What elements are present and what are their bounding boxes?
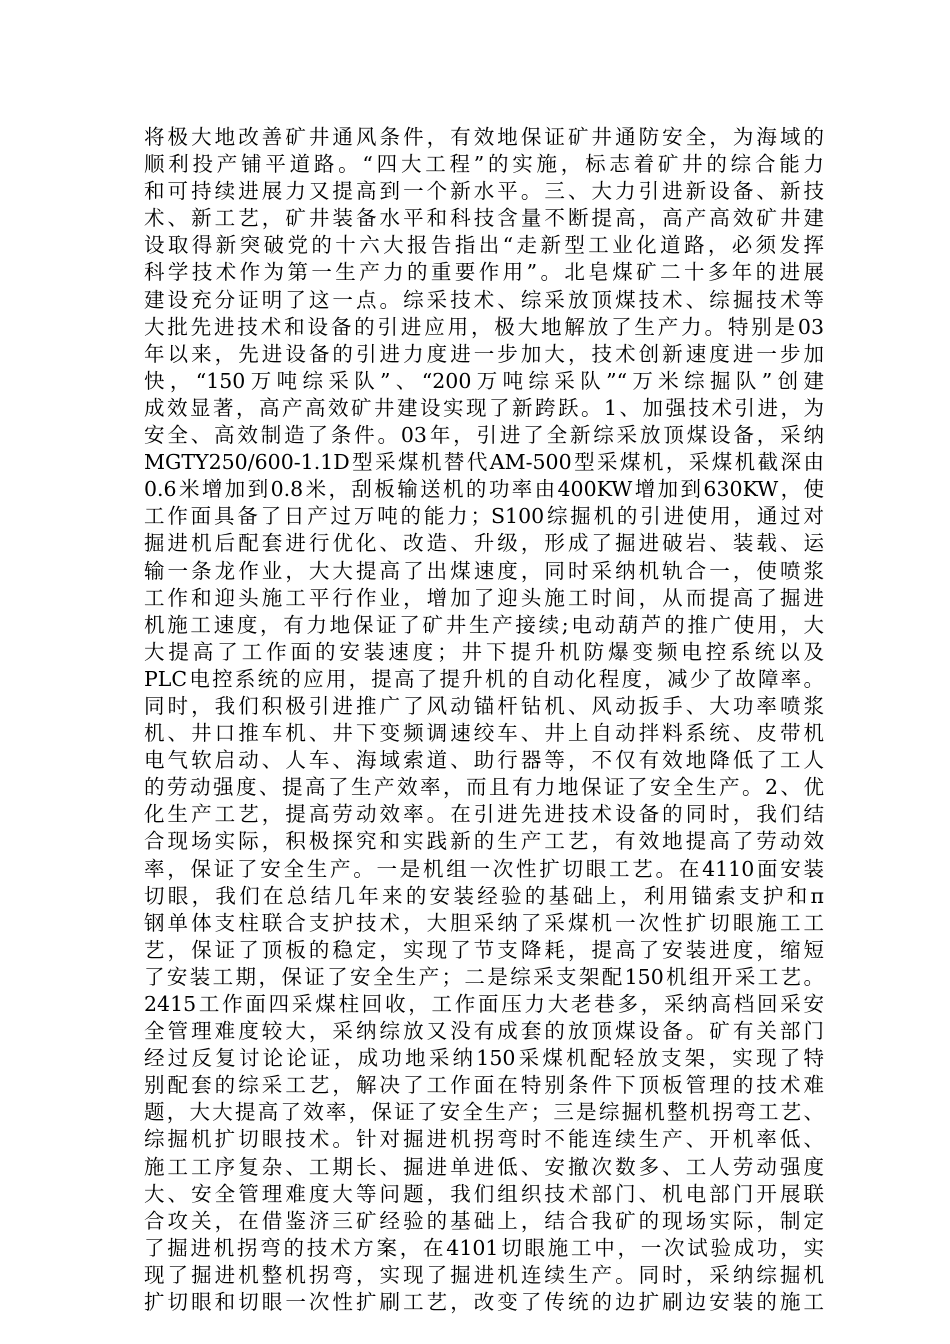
text-line: 现了掘进机整机拐弯，实现了掘进机连续生产。同时，采纳综掘机 [144, 1262, 824, 1287]
text-line: 钢单体支柱联合支护技术，大胆采纳了采煤机一次性扩切眼施工工 [144, 910, 824, 935]
text-line: 将极大地改善矿井通风条件，有效地保证矿井通防安全，为海域的 [144, 125, 824, 149]
text-line: 掘进机后配套进行优化、改造、升级，形成了掘进破岩、装载、运 [144, 531, 824, 556]
text-line: 工作和迎头施工平行作业，增加了迎头施工时间，从而提高了掘进 [144, 585, 824, 610]
text-line: 顺利投产铺平道路。“四大工程”的实施，标志着矿井的综合能力 [144, 152, 824, 177]
text-line: 了掘进机拐弯的技术方案，在4101切眼施工中，一次试验成功，实 [144, 1235, 824, 1260]
text-line: 输一条龙作业，大大提高了出煤速度，同时采纳机轨合一，使喷浆 [144, 558, 824, 583]
text-line: 的劳动强度、提高了生产效率，而且有力地保证了安全生产。2、优 [144, 775, 824, 800]
text-line: 经过反复讨论论证，成功地采纳150采煤机配轻放支架，实现了特 [144, 1046, 824, 1071]
text-line: 0.6米增加到0.8米，刮板输送机的功率由400KW增加到630KW，使 [144, 477, 824, 502]
text-line: 科学技术作为第一生产力的重要作用”。北皂煤矿二十多年的进展 [144, 260, 824, 285]
text-line: 建设充分证明了这一点。综采技术、综采放顶煤技术、综掘技术等 [144, 287, 824, 312]
text-line: 题，大大提高了效率，保证了安全生产；三是综掘机整机拐弯工艺、 [144, 1100, 824, 1125]
text-line: 快，“150万吨综采队”、“200万吨综采队”“万米综掘队”创建 [144, 368, 824, 393]
text-line: 施工工序复杂、工期长、掘进单进低、安撤次数多、工人劳动强度 [144, 1154, 824, 1179]
text-line: 机、井口推车机、井下变频调速绞车、井上自动拌料系统、皮带机 [144, 721, 824, 746]
text-line: 和可持续进展力又提高到一个新水平。三、大力引进新设备、新技 [144, 179, 824, 204]
text-line: 综掘机扩切眼技术。针对掘进机拐弯时不能连续生产、开机率低、 [144, 1127, 824, 1152]
body-text [144, 124, 824, 1316]
text-line: 合攻关，在借鉴济三矿经验的基础上，结合我矿的现场实际，制定 [144, 1208, 824, 1233]
text-line: 电气软启动、人车、海域索道、助行器等，不仅有效地降低了工人 [144, 748, 824, 773]
text-line: 别配套的综采工艺，解决了工作面在特别条件下顶板管理的技术难 [144, 1073, 824, 1098]
text-line: 成效显著，高产高效矿井建设实现了新跨跃。1、加强技术引进，为 [144, 395, 824, 420]
text-line: 术、新工艺，矿井装备水平和科技含量不断提高，高产高效矿井建 [144, 206, 824, 231]
text-line: 合现场实际，积极探究和实践新的生产工艺，有效地提高了劳动效 [144, 829, 824, 854]
text-line: PLC电控系统的应用，提高了提升机的自动化程度，减少了故障率。 [144, 666, 824, 691]
text-line: 年以来，先进设备的引进力度进一步加大，技术创新速度进一步加 [144, 341, 824, 366]
text-line: 大批先进技术和设备的引进应用，极大地解放了生产力。特别是03 [144, 314, 824, 339]
text-line: MGTY250/600-1.1D型采煤机替代AM-500型采煤机，采煤机截深由 [144, 450, 824, 475]
text-line: 切眼，我们在总结几年来的安装经验的基础上，利用锚索支护和π [144, 883, 824, 908]
text-line: 设取得新突破党的十六大报告指出“走新型工业化道路，必须发挥 [144, 233, 824, 258]
text-line: 扩切眼和切眼一次性扩刷工艺，改变了传统的边扩刷边安装的施工 [144, 1290, 824, 1315]
text-line: 2415工作面四采煤柱回收，工作面压力大老巷多，采纳高档回采安 [144, 992, 824, 1016]
text-line: 率，保证了安全生产。一是机组一次性扩切眼工艺。在4110面安装 [144, 856, 824, 881]
text-line: 大提高了工作面的安装速度；井下提升机防爆变频电控系统以及 [144, 639, 824, 664]
text-line: 了安装工期，保证了安全生产；二是综采支架配150机组开采工艺。 [144, 964, 824, 989]
text-line: 工作面具备了日产过万吨的能力；S100综掘机的引进使用，通过对 [144, 504, 824, 529]
text-line: 机施工速度，有力地保证了矿井生产接续;电动葫芦的推广使用，大 [144, 612, 824, 637]
text-line: 艺，保证了顶板的稳定，实现了节支降耗，提高了安装进度，缩短 [144, 937, 824, 962]
text-line: 全管理难度较大，采纳综放又没有成套的放顶煤设备。矿有关部门 [144, 1019, 824, 1044]
text-line: 化生产工艺，提高劳动效率。在引进先进技术设备的同时，我们结 [144, 802, 824, 827]
text-line: 大、安全管理难度大等问题，我们组织技术部门、机电部门开展联 [144, 1181, 824, 1206]
text-line: 同时，我们积极引进推广了风动锚杆钻机、风动扳手、大功率喷浆 [144, 693, 824, 718]
text-line: 安全、高效制造了条件。03年，引进了全新综采放顶煤设备，采纳 [144, 423, 824, 448]
